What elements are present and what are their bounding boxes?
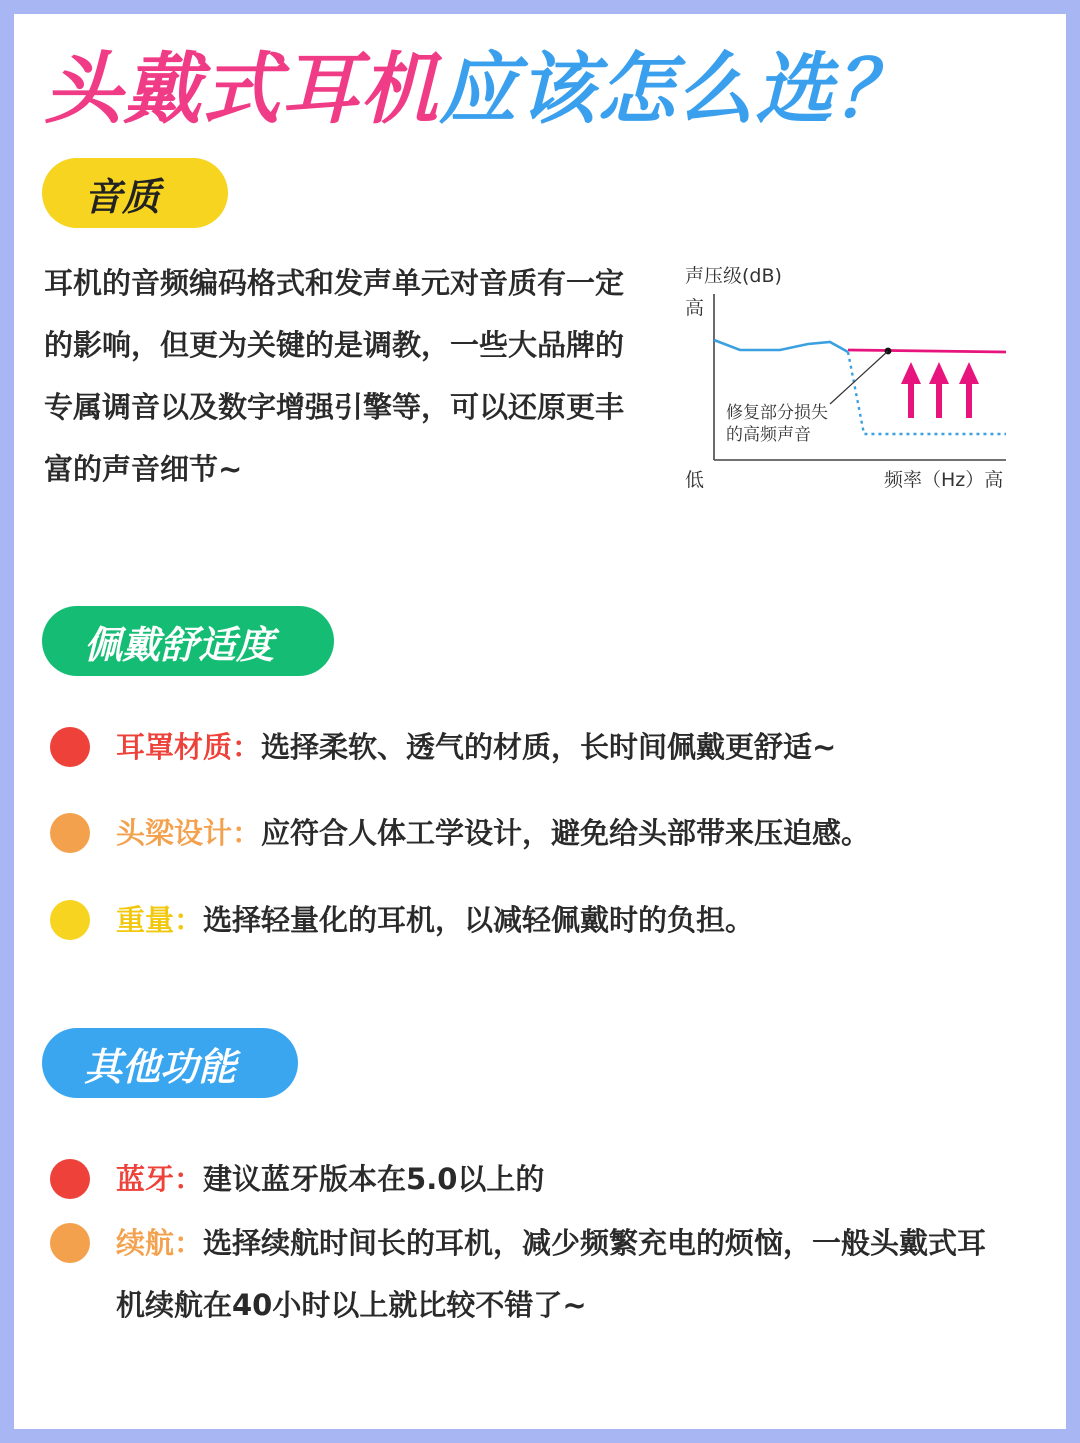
item-label: 蓝牙： [116,1162,204,1196]
lost-highfreq-curve [848,352,1006,434]
title-part-1: 头戴式耳机 [44,45,440,135]
y-axis-high-label: 高 [685,297,705,319]
item-text: 应符合人体工学设计，避免给头部带来压迫感。 [261,816,871,850]
annotation-line-1: 修复部分损失 [726,403,828,423]
restored-curve [848,350,1006,352]
y-axis-title: 声压级(dB) [685,265,782,287]
list-item [50,802,870,864]
x-axis-label: 频率（Hz）高 [884,469,1004,491]
item-label: 续航： [116,1226,204,1260]
list-item [50,889,754,951]
bullet-dot [50,813,90,853]
y-axis-low-label: 低 [685,469,705,491]
item-label: 重量： [116,903,204,937]
page-title [44,40,913,140]
annotation-line-2: 的高频声音 [726,425,811,445]
section-pill-other: 其他功能 [42,1028,298,1098]
item-text: 选择续航时间长的耳机，减少频繁充电的烦恼，一般头戴式耳机续航在40小时以上就比较不错了~ [116,1226,987,1322]
item-label: 头梁设计： [116,816,262,850]
up-arrow-icon [929,362,949,418]
section-pill-comfort: 佩戴舒适度 [42,606,334,676]
title-part-2: 应该怎么选？ [439,45,914,135]
up-arrow-icon [959,362,979,418]
item-text: 选择轻量化的耳机，以减轻佩戴时的负担。 [203,903,755,937]
list-item [50,1148,544,1210]
bullet-dot [50,727,90,767]
original-curve [714,340,848,352]
bullet-dot [50,1159,90,1199]
item-text: 建议蓝牙版本在5.0以上的 [203,1162,545,1196]
pointer-line [830,351,888,404]
frequency-response-diagram [660,238,1030,498]
sound-paragraph: 耳机的音频编码格式和发声单元对音质有一定的影响，但更为关键的是调教，一些大品牌的专属调音以及数字增强引擎等，可以还原更丰富的声音细节~ [44,266,625,486]
item-label: 耳罩材质： [116,730,262,764]
bullet-dot [50,1223,90,1263]
list-item [50,1212,996,1336]
bullet-dot [50,900,90,940]
list-item [50,716,836,778]
up-arrow-icon [901,362,921,418]
item-text: 选择柔软、透气的材质，长时间佩戴更舒适~ [261,730,837,764]
section-pill-sound: 音质 [42,158,228,228]
